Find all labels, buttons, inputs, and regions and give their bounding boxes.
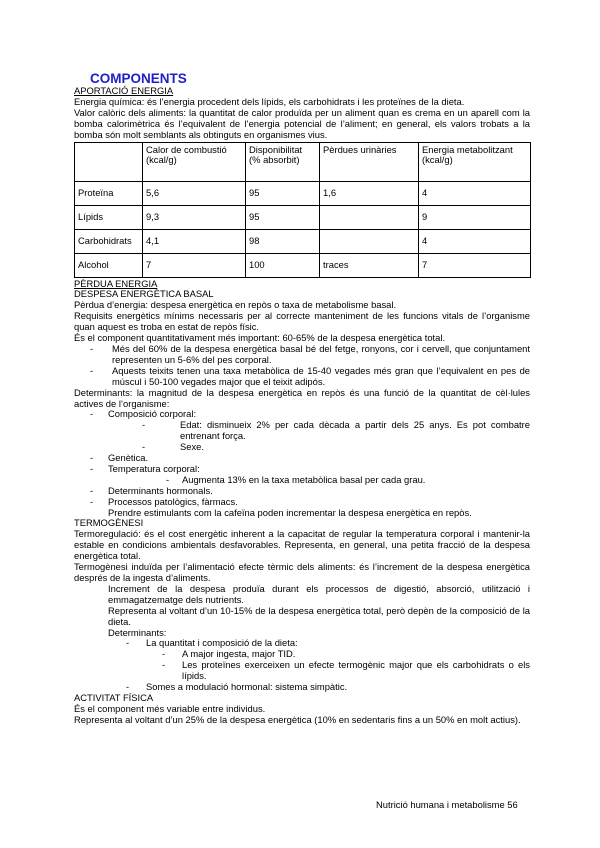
paragraph: Termogènesi induïda per l’alimentació efecte tèrmic dels aliments: és l’increment de la despesa energètica després de la ingesta d’aliments. [74, 561, 530, 583]
list-item: - Somes a modulació hormonal: sistema simpàtic. [126, 681, 348, 693]
list-item: - La quantitat i composició de la dieta: [126, 637, 298, 649]
table-row [75, 205, 531, 229]
table-cell: 1,6 [320, 181, 419, 205]
energy-table [74, 142, 531, 278]
paragraph: És el component més variable entre individus. [74, 702, 266, 714]
table-cell: 7 [419, 253, 531, 277]
table-header-row [75, 142, 531, 181]
list-item: - Augmenta 13% en la taxa metabòlica basal per cada grau. [166, 473, 426, 485]
paragraph: Requisits energètics mínims necessaris per al correcte manteniment de les funcions vitals de l’organisme quan aquest es troba en estat de repòs físic. [74, 310, 530, 333]
paragraph: Pèrdua d’energia: despesa energètica en repòs o taxa de metabolisme basal. [74, 299, 397, 311]
list-item: - Les proteïnes exerceixen un efecte termogènic major que els carbohidrats o els lípids. [162, 659, 530, 682]
table-cell: Lípids [75, 205, 143, 229]
table-row [75, 181, 531, 205]
table-header-cell: Calor de combustió (kcal/g) [143, 142, 246, 181]
section-heading-perdua: PÈRDUA ENERGIA [74, 277, 158, 289]
list-item: - Edat: disminueix 2% per cada dècada a partir dels 25 anys. Es pot combatre entrenant força. [142, 419, 530, 442]
list-item: - Genètica. [90, 452, 149, 464]
paragraph: Representa al voltant d’un 10-15% de la despesa energètica total, però depèn de la composició de la dieta. [108, 604, 530, 627]
table-header-cell: Energia metabolitzant (kcal/g) [419, 142, 531, 181]
table-cell: Carbohidrats [75, 229, 143, 253]
page-footer: Nutrició humana i metabolisme 56 [376, 799, 518, 810]
table-cell: 4,1 [143, 229, 246, 253]
table-cell: 98 [246, 229, 320, 253]
table-cell: 4 [419, 229, 531, 253]
paragraph: Termoregulació: és el cost energètic inherent a la capacitat de regular la temperatura corporal i mantenir-la estable en condicions ambientals desfavorables. Representa, en general, una petita fracció de la despesa energètica total. [74, 528, 530, 562]
table-row [75, 253, 531, 277]
table-cell: 95 [246, 205, 320, 229]
paragraph: Representa al voltant d’un 25% de la despesa energètica (10% en sedentaris fins a un 50% en molt actius). [74, 713, 521, 725]
list-item: - Composició corporal: [90, 408, 197, 420]
list-item: - Determinants hormonals. [90, 484, 213, 496]
table-cell: 4 [419, 181, 531, 205]
table-cell: 5,6 [143, 181, 246, 205]
paragraph: Increment de la despesa produïa durant els processos de digestió, absorció, utilització i emmagatzematge dels nutrients. [108, 582, 530, 605]
paragraph: Valor calòric dels aliments: la quantitat de calor produïda per un aliment quan es crema en un aparell com la bomba calorimètrica és l’equivalent de l’energia potencial de l’aliment; en general, els valors trobats a la bomba són molt semblants als obtinguts en organismes vius. [74, 106, 530, 140]
table-cell: 100 [246, 253, 320, 277]
paragraph: Determinants: [108, 626, 167, 638]
list-item: - Més del 60% de la despesa energètica basal bé del fetge, ronyons, cor i cervell, que conjuntament representen un 5-6% del pes corporal. [90, 342, 530, 365]
table-cell: 9 [419, 205, 531, 229]
document-body [74, 71, 530, 726]
section-heading-termogenesi: TERMOGÈNESI [74, 517, 144, 529]
subsection-heading: DESPESA ENERGÈTICA BASAL [74, 288, 214, 300]
section-heading-activitat: ACTIVITAT FÍSICA [74, 691, 154, 703]
table-cell: 9,3 [143, 205, 246, 229]
table-cell: Proteïna [75, 181, 143, 205]
table-cell: 7 [143, 253, 246, 277]
list-item: - Sexe. [142, 441, 204, 453]
paragraph: Prendre estimulants com la cafeïna poden incrementar la despesa energètica en repòs. [108, 506, 472, 518]
list-item: - Aquests teixits tenen una taxa metabòlica de 15-40 vegades més gran que l’equivalent en pes de múscul i 50-100 vegades major que el teixit adipós. [90, 364, 530, 387]
table-cell [320, 205, 419, 229]
table-row [75, 229, 531, 253]
list-item: - Processos patològics, fàrmacs. [90, 495, 238, 507]
table-cell: traces [320, 253, 419, 277]
list-item: - Temperatura corporal: [90, 462, 200, 474]
table-header-cell: Pèrdues urinàries [320, 142, 419, 181]
page-title: COMPONENTS [90, 71, 187, 86]
table-cell: Alcohol [75, 253, 143, 277]
table-header-cell [75, 142, 143, 181]
paragraph: És el component quantitativament més important: 60-65% de la despesa energètica total. [74, 332, 446, 344]
paragraph: Energia química: és l’energia procedent dels lípids, els carbohidrats i les proteïnes de la dieta. [74, 95, 465, 107]
table-header-cell: Disponibilitat (% absorbit) [246, 142, 320, 181]
table-cell [320, 229, 419, 253]
list-item: - A major ingesta, major TID. [162, 648, 296, 660]
paragraph: Determinants: la magnitud de la despesa energètica en repòs és una funció de la quantitat de cèl·lules actives de l’organisme: [74, 386, 530, 409]
table-cell: 95 [246, 181, 320, 205]
section-heading-aportacio: APORTACIÓ ENERGIA [74, 85, 174, 96]
